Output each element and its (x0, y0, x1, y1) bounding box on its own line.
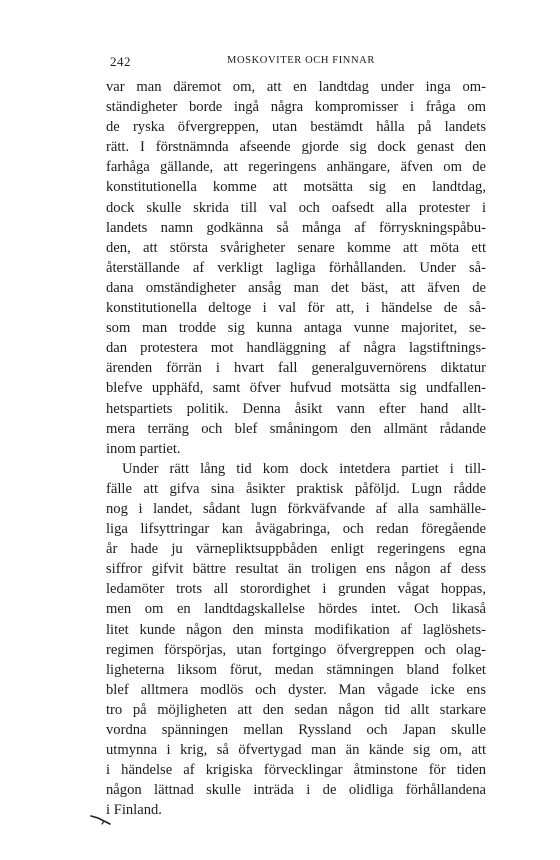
text-line: år hade ju värnepliktsuppbåden enligt regeringens egna (106, 541, 486, 558)
text-line: blefve upphäfd, samt öfver hufvud motsätta sig undfallen- (106, 380, 486, 397)
text-line: ständigheter borde ingå några kompromisser i fråga om (106, 99, 486, 116)
text-line: konstitutionella komme att motsätta sig en landtdag, (106, 179, 486, 196)
text-line: mera terräng och blef småningom den allmänt rådande (106, 420, 486, 437)
text-line: dan protestera mot handläggning af några lagstiftnings- (106, 340, 486, 357)
text-line: regimen förspörjas, utan fortgingo öfvergreppen och olag- (106, 641, 486, 658)
page-number: 242 (110, 54, 131, 69)
text-line: de ryska öfvergreppen, utan bestämdt hålla på landets (106, 119, 486, 136)
text-line: tro på möjligheten att den sedan någon tid allt starkare (106, 701, 486, 718)
text-line: någon lättnad skulle inträda i de olidliga förhållandena (106, 782, 486, 799)
text-line: som man trodde sig kunna antaga vunne majoritet, se- (106, 320, 486, 337)
text-line: ärenden förrän i hvart fall generalguvernörens diktatur (106, 360, 486, 377)
paragraph-end-line: inom partiet. (106, 440, 181, 457)
text-line: rätt. I förstnämnda afseende gjorde sig dock genast den (106, 139, 486, 156)
text-line: dock skulle skrida till val och oafsedt alla protester i (106, 199, 486, 216)
text-line: ledamöter trots all storordighet i grunden vågat hoppas, (106, 581, 486, 598)
text-line: hetspartiets politik. Denna åsikt vann efter hand allt- (106, 400, 486, 417)
body-text (106, 77, 486, 820)
text-line: siffror gifvit bättre resultat än troligen ens någon af dess (106, 561, 486, 578)
paragraph-end-line: i Finland. (106, 802, 162, 819)
text-line: men om en landtdagskallelse hördes intet. Och likaså (106, 601, 486, 618)
text-line: var man däremot om, att en landtdag under inga om- (106, 79, 486, 95)
text-line: vordna spänningen mellan Ryssland och Japan skulle (106, 722, 486, 738)
text-line: landets namn godkänna så många af förryskningspåbu- (106, 219, 486, 236)
page-header (110, 54, 482, 72)
text-line: litet kunde någon den minsta modifikation af laglöshets- (106, 621, 486, 638)
paragraph-start-line: Under rätt lång tid kom dock intetdera partiet i till- (122, 460, 486, 477)
text-line: blef alltmera modlös och dyster. Man vågade icke ens (106, 681, 486, 698)
text-line: fälle att gifva sina åsikter praktisk påföljd. Lugn rådde (106, 480, 486, 497)
text-line: utmynna i krig, så öfvertygad man än kände sig om, att (106, 742, 486, 759)
text-line: liga lifsyttringar kan åvägabringa, och redan föregående (106, 521, 486, 538)
text-line: i händelse af krigiska förvecklingar åtminstone för tiden (106, 762, 486, 779)
text-line: ligheterna liksom förut, medan stämningen bland folket (106, 661, 486, 678)
text-line: konstitutionella deltoge i val för att, i händelse de så- (106, 300, 486, 317)
ink-mark (90, 814, 112, 826)
text-line: den, att största svårigheter senare komme att möta ett (106, 239, 486, 256)
text-line: nog i landet, sådant lugn förkväfvande af alla samhälle- (106, 500, 486, 517)
text-line: återställande af verkligt lagliga förhållanden. Under så- (106, 259, 486, 276)
text-line: farhåga gällande, att regeringens anhängare, äfven om de (106, 159, 486, 176)
text-line: dana omständigheter ansåg man det bäst, att äfven de (106, 279, 486, 296)
running-title: MOSKOVITER OCH FINNAR (227, 55, 375, 66)
